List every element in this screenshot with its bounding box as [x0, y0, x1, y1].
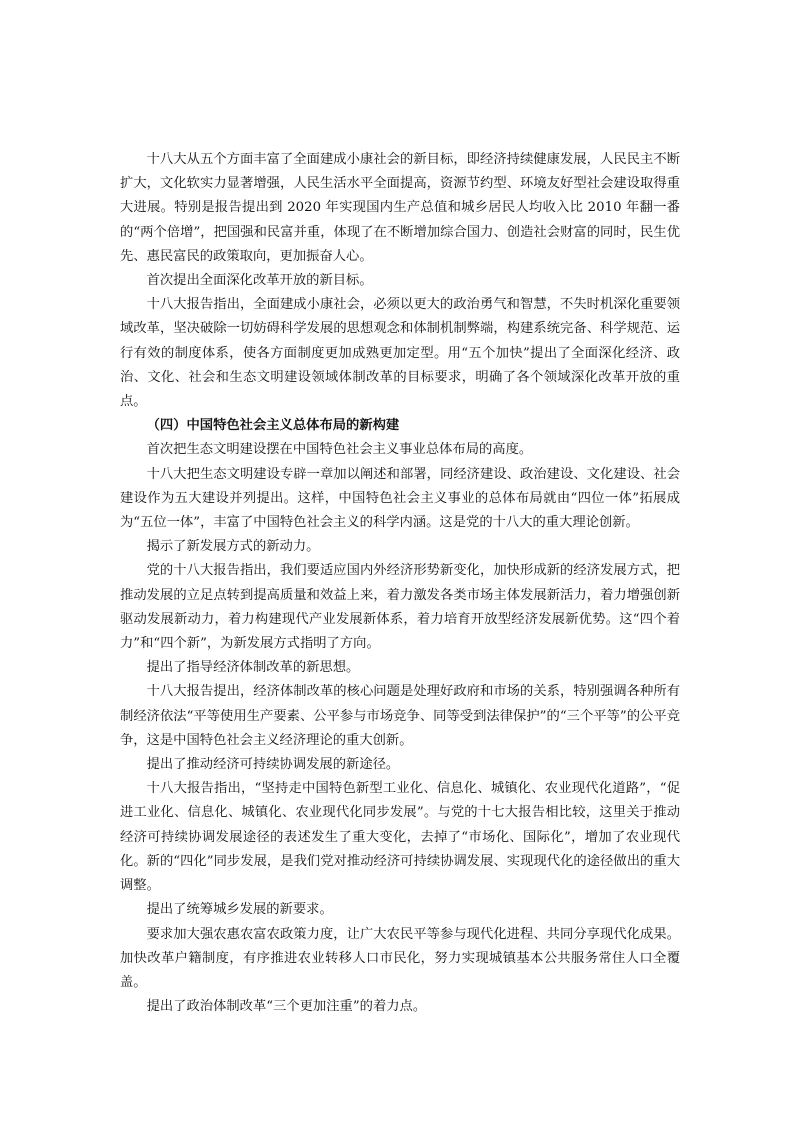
paragraph-9: 提出了指导经济体制改革的新思想。	[146, 660, 360, 676]
paragraph-11: 提出了推动经济可持续协调发展的新途径。	[146, 757, 400, 773]
paragraph-1: 十八大从五个方面丰富了全面建成小康社会的新目标，即经济持续健康发展，人民民主不断扩大，文化软实力显著增强，人民生活水平全面提高，资源节约型、环境友好型社会建设取得重大进展。特别是报告提出到 2020 年实现国内生产总值和城乡居民人均收入比 2010 年翻一番的“两个倍增”，把国强和民富并重，体现了在不断增加综合国力、创造社会财富的同时，民生优先、惠民富民的政策取向，更加振奋人心。	[120, 152, 680, 264]
paragraph-8: 党的十八大报告指出，我们要适应国内外经济形势新变化，加快形成新的经济发展方式，把推动发展的立足点转到提高质量和效益上来，着力激发各类市场主体发展新活力，着力增强创新驱动发展新动力，着力构建现代产业发展新体系，着力培育开放型经济发展新优势。这“四个着力”和“四个新”，为新发展方式指明了方向。	[120, 563, 680, 652]
paragraph-5: 首次把生态文明建设摆在中国特色社会主义事业总体布局的高度。	[146, 442, 533, 458]
paragraph-15: 提出了政治体制改革“三个更加注重”的着力点。	[146, 999, 427, 1015]
paragraph-6: 十八大把生态文明建设专辟一章加以阐述和部署，同经济建设、政治建设、文化建设、社会建设作为五大建设并列提出。这样，中国特色社会主义事业的总体布局就由“四位一体”拓展成为“五位一体”，丰富了中国特色社会主义的科学内涵。这是党的十八大的重大理论创新。	[120, 466, 680, 531]
paragraph-3: 十八大报告指出，全面建成小康社会，必须以更大的政治勇气和智慧，不失时机深化重要领域改革，坚决破除一切妨碍科学发展的思想观念和体制机制弊端，构建系统完备、科学规范、运行有效的制度体系，使各方面制度更加成熟更加定型。用“五个加快”提出了全面深化经济、政治、文化、社会和生态文明建设领域体制改革的目标要求，明确了各个领域深化改革开放的重点。	[120, 297, 680, 410]
paragraph-14: 要求加大强农惠农富农政策力度，让广大农民平等参与现代化进程、共同分享现代化成果。加快改革户籍制度，有序推进农业转移人口市民化，努力实现城镇基本公共服务常住人口全覆盖。	[120, 926, 680, 990]
section-heading: （四）中国特色社会主义总体布局的新构建	[146, 418, 400, 434]
paragraph-13: 提出了统筹城乡发展的新要求。	[146, 902, 333, 918]
document-body	[120, 148, 680, 1019]
paragraph-7: 揭示了新发展方式的新动力。	[146, 539, 320, 555]
paragraph-12: 十八大报告指出，“坚持走中国特色新型工业化、信息化、城镇化、农业现代化道路”，“促进工业化、信息化、城镇化、农业现代化同步发展”。与党的十七大报告相比较，这里关于推动经济可持续协调发展途径的表述发生了重大变化，去掉了“市场化、国际化”，增加了农业现代化。新的“四化”同步发展，是我们党对推动经济可持续协调发展、实现现代化的途径做出的重大调整。	[120, 781, 680, 894]
paragraph-10: 十八大报告提出，经济体制改革的核心问题是处理好政府和市场的关系，特别强调各种所有制经济依法“平等使用生产要素、公平参与市场竞争、同等受到法律保护”的“三个平等”的公平竞争，这是中国特色社会主义经济理论的重大创新。	[120, 684, 680, 748]
paragraph-2: 首次提出全面深化改革开放的新目标。	[146, 273, 373, 289]
